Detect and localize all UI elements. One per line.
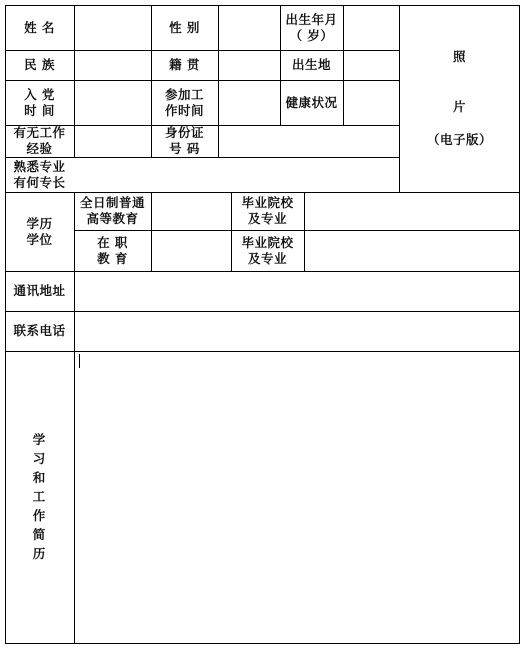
birth-date-field[interactable] xyxy=(344,6,399,50)
address-label: 通讯地址 xyxy=(13,283,66,298)
id-number-field[interactable] xyxy=(219,126,399,157)
birthplace-label: 出生地 xyxy=(291,57,331,72)
party-join-field[interactable] xyxy=(75,81,151,125)
photo-label-1: 照 xyxy=(452,49,466,64)
fulltime-education-field[interactable] xyxy=(152,193,231,230)
work-start-label: 参加工 作时间 xyxy=(164,86,204,118)
resume-field[interactable] xyxy=(75,352,519,643)
name-label: 姓 名 xyxy=(24,19,55,35)
work-experience-field[interactable] xyxy=(75,126,151,157)
gender-field[interactable] xyxy=(219,6,280,50)
party-join-label: 入 党 时 间 xyxy=(24,86,55,118)
work-start-field[interactable] xyxy=(219,81,280,125)
inservice-education-field[interactable] xyxy=(152,231,231,271)
phone-field[interactable] xyxy=(75,312,519,351)
table-border xyxy=(5,643,520,644)
name-field[interactable] xyxy=(75,6,151,50)
fulltime-education-label: 全日制普通 高等教育 xyxy=(79,195,145,226)
address-field[interactable] xyxy=(75,272,519,311)
work-experience-label: 有无工作 经验 xyxy=(13,125,66,156)
id-number-label: 身份证 号 码 xyxy=(164,125,204,156)
birth-date-label: 出生年月 （ 岁） xyxy=(285,11,338,43)
text-cursor xyxy=(79,354,80,368)
gender-label: 性 别 xyxy=(169,19,200,35)
specialty-field[interactable] xyxy=(75,158,399,192)
birthplace-field[interactable] xyxy=(344,51,399,80)
graduate-school-label-2: 毕业院校 及专业 xyxy=(241,234,294,266)
graduate-school-label-1: 毕业院校 及专业 xyxy=(241,195,294,226)
graduate-school-field-1[interactable] xyxy=(305,193,519,230)
specialty-label: 熟悉专业 有何专长 xyxy=(13,158,66,190)
photo-label-2: 片 xyxy=(452,99,466,114)
health-label: 健康状况 xyxy=(285,94,338,110)
inservice-education-label: 在 职 教 育 xyxy=(97,234,128,266)
ethnicity-field[interactable] xyxy=(75,51,151,80)
native-place-field[interactable] xyxy=(219,51,280,80)
phone-label: 联系电话 xyxy=(13,323,66,338)
photo-label-3: （电子版） xyxy=(426,132,492,147)
education-degree-label: 学历 学位 xyxy=(26,215,53,247)
resume-label: 学 习 和 工 作 简 历 xyxy=(32,432,46,561)
table-border xyxy=(519,5,520,644)
graduate-school-field-2[interactable] xyxy=(305,231,519,271)
native-place-label: 籍 贯 xyxy=(169,57,200,72)
ethnicity-label: 民 族 xyxy=(24,57,55,72)
health-field[interactable] xyxy=(344,81,399,125)
